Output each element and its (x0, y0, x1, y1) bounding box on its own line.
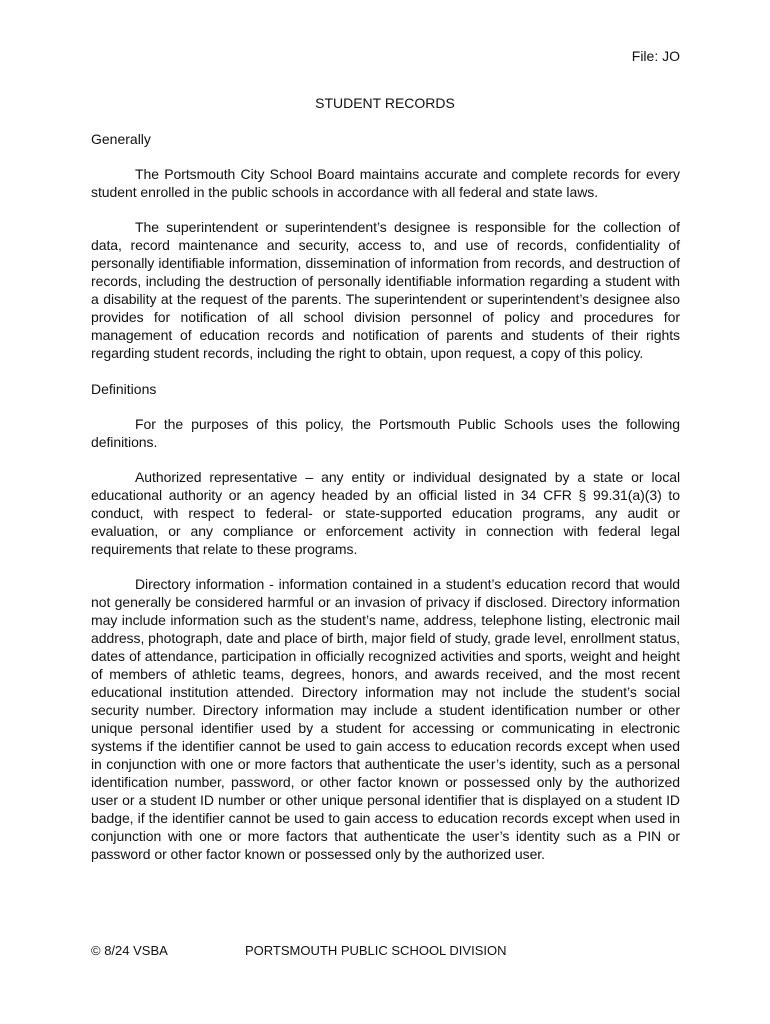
paragraph-superintendent-responsibility: The superintendent or superintendent’s designee is responsible for the collection of data, record maintenance and security, access to, and use of records, confidentiality of personally identifiable information, dissemination of information from records, and destruction of records, including the destruction of personally identifiable information regarding a student with a disability at the request of the parents. The superintendent or superintendent’s designee also provides for notification of all school division personnel of policy and procedures for management of education records and notification of parents and students of their rights regarding student records, including the right to obtain, upon request, a copy of this policy. (91, 219, 680, 361)
paragraph-authorized-representative: Authorized representative – any entity or individual designated by a state or local educational authority or an agency headed by an official listed in 34 CFR § 99.31(a)(3) to conduct, with respect to federal- or state-supported education programs, any audit or evaluation, or any compliance or enforcement activity in connection with federal legal requirements that relate to these programs. (91, 469, 680, 557)
section-heading-generally: Generally (91, 131, 151, 147)
document-title: STUDENT RECORDS (315, 95, 455, 111)
footer-copyright: © 8/24 VSBA (91, 943, 168, 958)
file-label: File: JO (631, 48, 680, 64)
paragraph-records-maintenance: The Portsmouth City School Board maintains accurate and complete records for every student enrolled in the public schools in accordance with all federal and state laws. (91, 166, 680, 200)
paragraph-definitions-intro: For the purposes of this policy, the Portsmouth Public Schools uses the following definitions. (91, 416, 680, 450)
footer-division: PORTSMOUTH PUBLIC SCHOOL DIVISION (245, 943, 507, 958)
section-heading-definitions: Definitions (91, 381, 157, 397)
document-body (91, 130, 680, 880)
paragraph-directory-information: Directory information - information contained in a student’s education record that would not generally be considered harmful or an invasion of privacy if disclosed. Directory information may include information such as the student’s name, address, telephone listing, electronic mail address, photograph, date and place of birth, major field of study, grade level, enrollment status, dates of attendance, participation in officially recognized activities and sports, weight and height of members of athletic teams, degrees, honors, and awards received, and the most recent educational institution attended. Directory information may not include the student’s social security number. Directory information may include a student identification number or other unique personal identifier used by a student for accessing or communicating in electronic systems if the identifier cannot be used to gain access to education records except when used in conjunction with one or more factors that authenticate the user’s identity, such as a personal identification number, password, or other factor known or possessed only by the authorized user or a student ID number or other unique personal identifier that is displayed on a student ID badge, if the identifier cannot be used to gain access to education records except when used in conjunction with one or more factors that authenticate the user’s identity such as a PIN or password or other factor known or possessed only by the authorized user. (91, 576, 680, 862)
